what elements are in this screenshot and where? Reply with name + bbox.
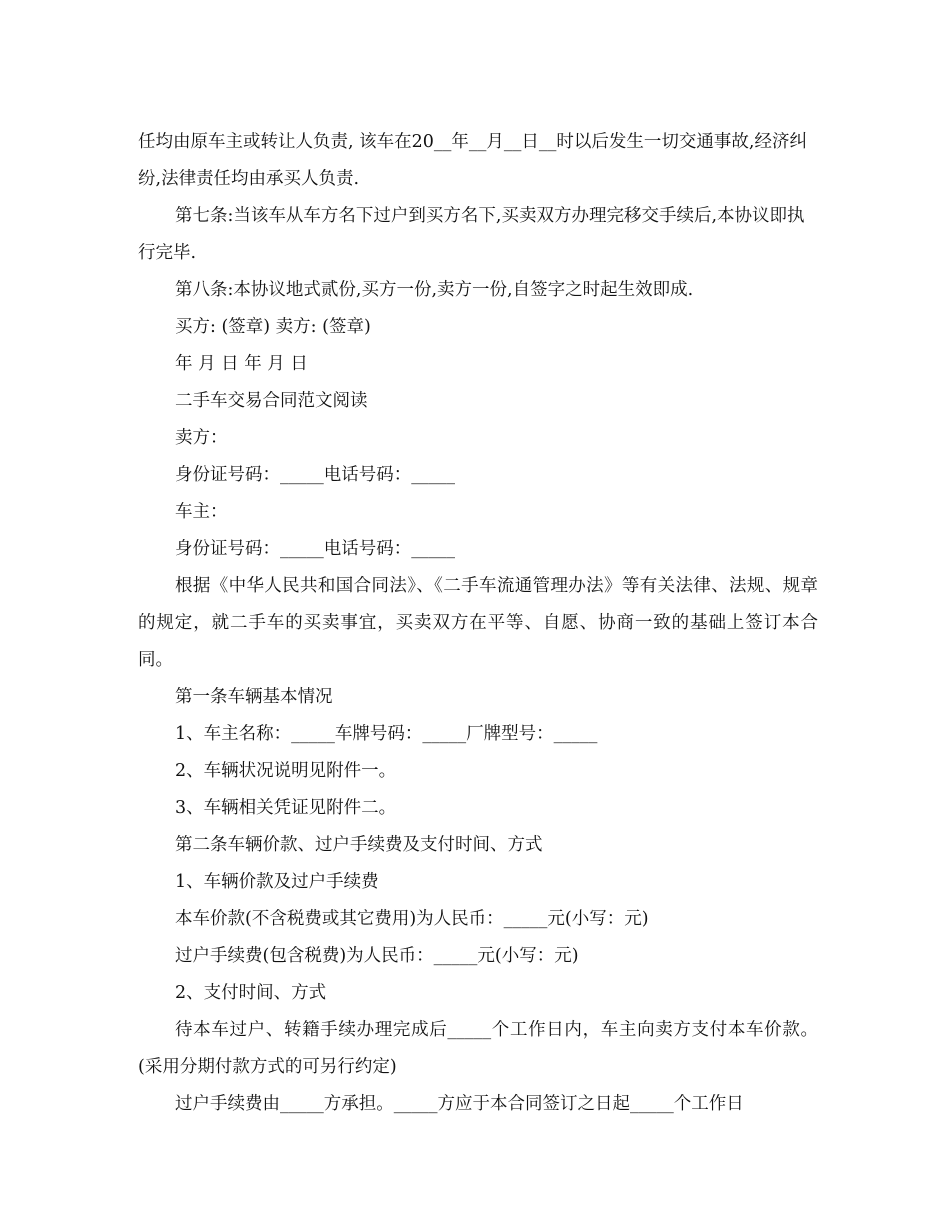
document-body [138, 124, 818, 1123]
section-title: 二手车交易合同范文阅读 [175, 391, 368, 411]
seller-id-phone: 身份证号码：_____电话号码：_____ [175, 465, 455, 485]
article-1-heading: 第一条车辆基本情况 [175, 687, 333, 707]
vehicle-price: 本车价款(不含税费或其它费用)为人民币：_____元(小写：元) [175, 909, 649, 929]
vehicle-documents: 3、车辆相关凭证见附件二。 [175, 798, 397, 818]
paragraph-legal-basis: 根据《中华人民共和国合同法》、《二手车流通管理办法》等有关法律、法规、规章的规定，就二手车的买卖事宜，买卖双方在平等、自愿、协商一致的基础上签订本合同。 [138, 576, 818, 670]
paragraph-article-7: 第七条:当该车从车方名下过户到买方名下,买卖双方办理完移交手续后,本协议即执行完毕. [138, 206, 805, 263]
signature-line: 买方: (签章) 卖方: (签章) [175, 317, 371, 337]
seller-label: 卖方： [175, 428, 228, 448]
vehicle-owner-plate-model: 1、车主名称：_____车牌号码：_____厂牌型号：_____ [175, 724, 598, 744]
paragraph-article-8: 第八条:本协议地式贰份,买方一份,卖方一份,自签字之时起生效即成. [175, 280, 694, 300]
price-heading: 1、车辆价款及过户手续费 [175, 872, 379, 892]
article-2-heading: 第二条车辆价款、过户手续费及支付时间、方式 [175, 835, 543, 855]
transfer-fee-bearer: 过户手续费由_____方承担。_____方应于本合同签订之日起_____个工作日 [175, 1094, 744, 1114]
payment-heading: 2、支付时间、方式 [175, 983, 327, 1003]
owner-label: 车主： [175, 502, 228, 522]
paragraph-liability: 任均由原车主或转让人负责, 该车在20__年__月__日__时以后发生一切交通事故,经济纠纷,法律责任均由承买人负责. [138, 132, 807, 189]
owner-id-phone: 身份证号码：_____电话号码：_____ [175, 539, 455, 559]
date-line: 年 月 日 年 月 日 [175, 354, 308, 374]
vehicle-condition: 2、车辆状况说明见附件一。 [175, 761, 397, 781]
payment-terms: 待本车过户、转籍手续办理完成后_____个工作日内，车主向卖方支付本车价款。(采用分期付款方式的可另行约定) [138, 1020, 818, 1077]
transfer-fee: 过户手续费(包含税费)为人民币：_____元(小写：元) [175, 946, 579, 966]
